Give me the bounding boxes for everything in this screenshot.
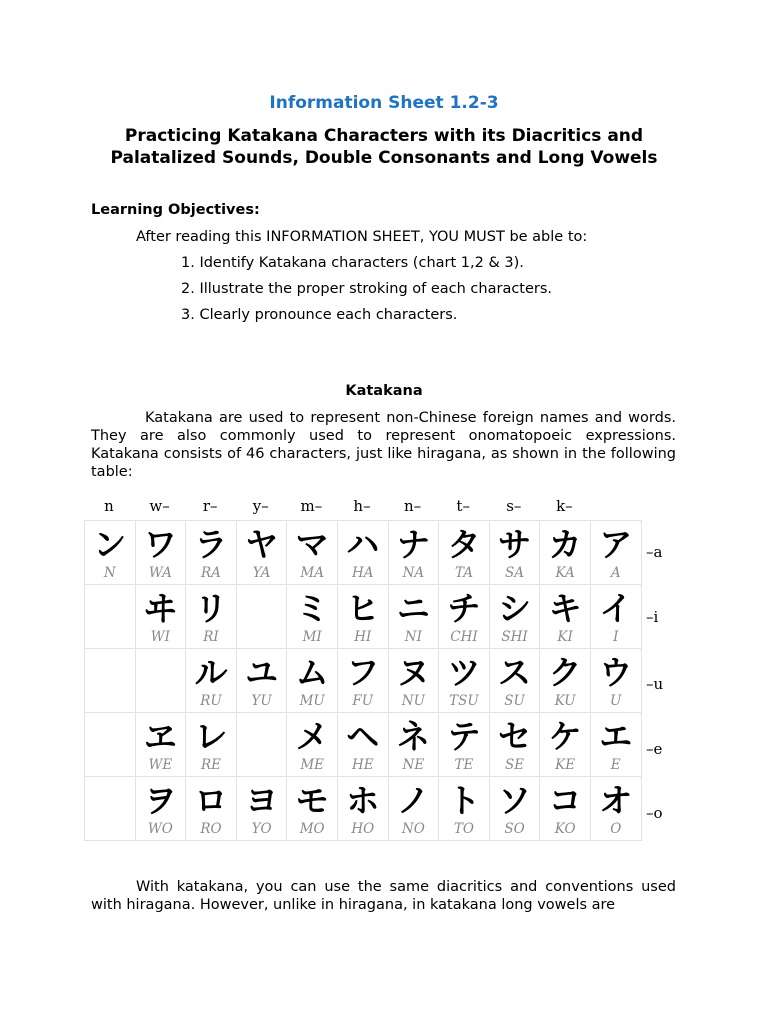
kana-glyph: フ xyxy=(346,653,380,692)
kana-cell xyxy=(439,521,490,585)
kana-cell xyxy=(388,777,439,841)
romaji-label: HI xyxy=(354,629,372,645)
romaji-label: MU xyxy=(299,693,325,709)
kana-glyph: ホ xyxy=(346,781,380,820)
kana-glyph: ヨ xyxy=(245,781,279,820)
section-heading: Katakana xyxy=(345,383,423,399)
kana-glyph: ヘ xyxy=(346,717,380,756)
kana-cell xyxy=(236,649,287,713)
kana-cell xyxy=(337,777,388,841)
kana-glyph: ユ xyxy=(245,653,279,692)
paragraph-text: With katakana, you can use the same diacritics and conventions used with hiragana. However, unlike in hiragana, in katakana long vowels are xyxy=(91,879,676,913)
romaji-label: RI xyxy=(203,629,219,645)
kana-cell xyxy=(287,649,338,713)
objective-item: 2. Illustrate the proper stroking of each characters. xyxy=(181,281,553,297)
kana-cell xyxy=(186,649,237,713)
kana-glyph: キ xyxy=(548,589,582,628)
romaji-label: HO xyxy=(351,821,375,837)
romaji-label: YU xyxy=(251,693,272,709)
kana-glyph: ウ xyxy=(599,653,633,692)
objective-item: 1. Identify Katakana characters (chart 1,2 & 3). xyxy=(181,255,524,271)
kana-cell xyxy=(388,521,439,585)
kana-cell xyxy=(489,649,540,713)
kana-glyph: ネ xyxy=(396,717,430,756)
kana-cell xyxy=(135,585,186,649)
romaji-label: NE xyxy=(402,757,425,773)
paragraph xyxy=(91,878,676,914)
row-header: –e xyxy=(646,740,663,758)
romaji-label: MI xyxy=(302,629,322,645)
kana-cell xyxy=(135,649,186,713)
romaji-label: WE xyxy=(148,757,173,773)
kana-cell xyxy=(489,585,540,649)
kana-glyph: マ xyxy=(295,525,329,564)
kana-cell xyxy=(337,649,388,713)
kana-cell xyxy=(287,713,338,777)
kana-cell xyxy=(337,713,388,777)
kana-glyph: シ xyxy=(498,589,532,628)
column-header: t– xyxy=(456,497,470,515)
kana-cell xyxy=(439,649,490,713)
kana-cell xyxy=(186,713,237,777)
romaji-label: U xyxy=(610,693,622,709)
kana-cell xyxy=(287,585,338,649)
kana-glyph: ヱ xyxy=(143,717,177,756)
romaji-label: SHI xyxy=(501,629,528,645)
romaji-label: SE xyxy=(504,757,525,773)
kana-cell xyxy=(590,521,641,585)
kana-glyph: ツ xyxy=(447,653,481,692)
romaji-label: SA xyxy=(505,565,525,581)
romaji-label: NU xyxy=(401,693,425,709)
romaji-label: MO xyxy=(299,821,325,837)
romaji-label: RU xyxy=(200,693,222,709)
kana-cell xyxy=(489,521,540,585)
row-header: –o xyxy=(646,804,663,822)
kana-cell xyxy=(489,713,540,777)
kana-cell xyxy=(85,777,136,841)
kana-cell xyxy=(135,777,186,841)
romaji-label: HA xyxy=(352,565,374,581)
row-header: –i xyxy=(646,608,659,626)
romaji-label: WA xyxy=(148,565,172,581)
kana-cell xyxy=(236,585,287,649)
kana-glyph: モ xyxy=(295,781,329,820)
kana-glyph: ワ xyxy=(143,525,177,564)
romaji-label: KE xyxy=(555,757,576,773)
kana-glyph: オ xyxy=(599,781,633,820)
kana-glyph: セ xyxy=(498,717,532,756)
kana-glyph: ヌ xyxy=(396,653,430,692)
kana-glyph: ヲ xyxy=(143,781,177,820)
kana-glyph: ソ xyxy=(498,781,532,820)
romaji-label: SU xyxy=(504,693,525,709)
document-title xyxy=(60,125,708,169)
paragraph xyxy=(91,409,676,481)
kana-glyph: ト xyxy=(447,781,481,820)
kana-glyph: リ xyxy=(194,589,228,628)
kana-glyph: ラ xyxy=(194,525,228,564)
column-header: k– xyxy=(556,497,573,515)
kana-cell xyxy=(540,777,591,841)
kana-glyph: ヤ xyxy=(245,525,279,564)
kana-glyph: テ xyxy=(447,717,481,756)
kana-glyph: メ xyxy=(295,717,329,756)
romaji-label: KU xyxy=(554,693,576,709)
kana-cell xyxy=(388,585,439,649)
kana-glyph: ハ xyxy=(346,525,380,564)
kana-cell xyxy=(85,649,136,713)
kana-glyph: ナ xyxy=(396,525,430,564)
kana-cell xyxy=(590,649,641,713)
column-header: s– xyxy=(506,497,522,515)
kana-cell xyxy=(590,585,641,649)
kana-cell xyxy=(85,521,136,585)
romaji-label: MA xyxy=(300,565,324,581)
romaji-label: KO xyxy=(554,821,576,837)
column-header: m– xyxy=(300,497,323,515)
kana-cell xyxy=(439,585,490,649)
sheet-number: Information Sheet 1.2-3 xyxy=(269,93,499,113)
table-row xyxy=(85,521,642,585)
table-row xyxy=(85,777,642,841)
kana-cell xyxy=(489,777,540,841)
katakana-table xyxy=(84,520,642,841)
table-row xyxy=(85,649,642,713)
kana-cell xyxy=(186,777,237,841)
kana-cell xyxy=(439,777,490,841)
kana-cell xyxy=(439,713,490,777)
romaji-label: NI xyxy=(404,629,422,645)
table-row xyxy=(85,585,642,649)
kana-cell xyxy=(388,713,439,777)
romaji-label: HE xyxy=(351,757,374,773)
romaji-label: E xyxy=(610,757,621,773)
kana-cell xyxy=(135,521,186,585)
objectives-intro: After reading this INFORMATION SHEET, YOU MUST be able to: xyxy=(136,229,588,245)
romaji-label: TSU xyxy=(449,693,479,709)
romaji-label: NA xyxy=(402,565,425,581)
row-header: –u xyxy=(646,675,664,693)
column-header: w– xyxy=(149,497,170,515)
kana-glyph: タ xyxy=(447,525,481,564)
romaji-label: YA xyxy=(252,565,271,581)
kana-glyph: ア xyxy=(599,525,633,564)
romaji-label: KA xyxy=(555,565,575,581)
kana-glyph: ン xyxy=(93,525,127,564)
romaji-label: TO xyxy=(453,821,474,837)
objective-item: 3. Clearly pronounce each characters. xyxy=(181,307,458,323)
kana-cell xyxy=(236,713,287,777)
column-header: h– xyxy=(353,497,371,515)
kana-cell xyxy=(590,713,641,777)
kana-glyph: エ xyxy=(599,717,633,756)
kana-glyph: カ xyxy=(548,525,582,564)
kana-cell xyxy=(236,521,287,585)
romaji-label: SO xyxy=(504,821,525,837)
romaji-label: TA xyxy=(454,565,473,581)
column-header: n xyxy=(104,497,114,515)
romaji-label: WI xyxy=(150,629,170,645)
kana-glyph: ム xyxy=(295,653,329,692)
kana-glyph: ヒ xyxy=(346,589,380,628)
title-line-2: Palatalized Sounds, Double Consonants and Long Vowels xyxy=(110,148,658,168)
column-header: y– xyxy=(252,497,269,515)
kana-cell xyxy=(337,585,388,649)
kana-cell xyxy=(186,585,237,649)
kana-glyph: ル xyxy=(194,653,228,692)
kana-cell xyxy=(540,649,591,713)
kana-glyph: ミ xyxy=(295,589,329,628)
kana-cell xyxy=(186,521,237,585)
kana-cell xyxy=(236,777,287,841)
row-header: –a xyxy=(646,543,663,561)
table-row xyxy=(85,713,642,777)
kana-cell xyxy=(135,713,186,777)
kana-glyph: チ xyxy=(447,589,481,628)
romaji-label: O xyxy=(610,821,622,837)
kana-cell xyxy=(540,585,591,649)
kana-glyph: ヰ xyxy=(143,589,177,628)
romaji-label: A xyxy=(610,565,621,581)
column-header: r– xyxy=(202,497,218,515)
kana-cell xyxy=(388,649,439,713)
romaji-label: I xyxy=(613,629,619,645)
romaji-label: RA xyxy=(201,565,221,581)
kana-glyph: ノ xyxy=(396,781,430,820)
romaji-label: RO xyxy=(200,821,222,837)
kana-glyph: サ xyxy=(498,525,532,564)
column-header: n– xyxy=(404,497,422,515)
kana-glyph: ニ xyxy=(396,589,430,628)
paragraph-text: Katakana are used to represent non-Chinese foreign names and words. They are also commonly used to represent onomatopoeic expressions. Katakana consists of 46 characters, just like hiragana, as shown in the following table: xyxy=(91,410,676,480)
kana-glyph: コ xyxy=(548,781,582,820)
romaji-label: WO xyxy=(147,821,173,837)
kana-cell xyxy=(85,713,136,777)
romaji-label: N xyxy=(103,565,116,581)
kana-glyph: ロ xyxy=(194,781,228,820)
romaji-label: FU xyxy=(352,693,374,709)
kana-glyph: イ xyxy=(599,589,633,628)
objectives-heading: Learning Objectives: xyxy=(91,202,260,218)
romaji-label: NO xyxy=(401,821,425,837)
romaji-label: CHI xyxy=(450,629,478,645)
title-line-1: Practicing Katakana Characters with its Diacritics and xyxy=(124,126,644,146)
romaji-label: TE xyxy=(454,757,474,773)
kana-glyph: レ xyxy=(194,717,228,756)
kana-cell xyxy=(287,521,338,585)
romaji-label: ME xyxy=(300,757,325,773)
kana-cell xyxy=(287,777,338,841)
kana-glyph: ス xyxy=(498,653,532,692)
kana-glyph: ケ xyxy=(548,717,582,756)
kana-cell xyxy=(540,713,591,777)
kana-cell xyxy=(540,521,591,585)
romaji-label: KI xyxy=(557,629,573,645)
romaji-label: YO xyxy=(251,821,272,837)
kana-cell xyxy=(85,585,136,649)
romaji-label: RE xyxy=(200,757,221,773)
kana-glyph: ク xyxy=(548,653,582,692)
kana-cell xyxy=(590,777,641,841)
kana-cell xyxy=(337,521,388,585)
